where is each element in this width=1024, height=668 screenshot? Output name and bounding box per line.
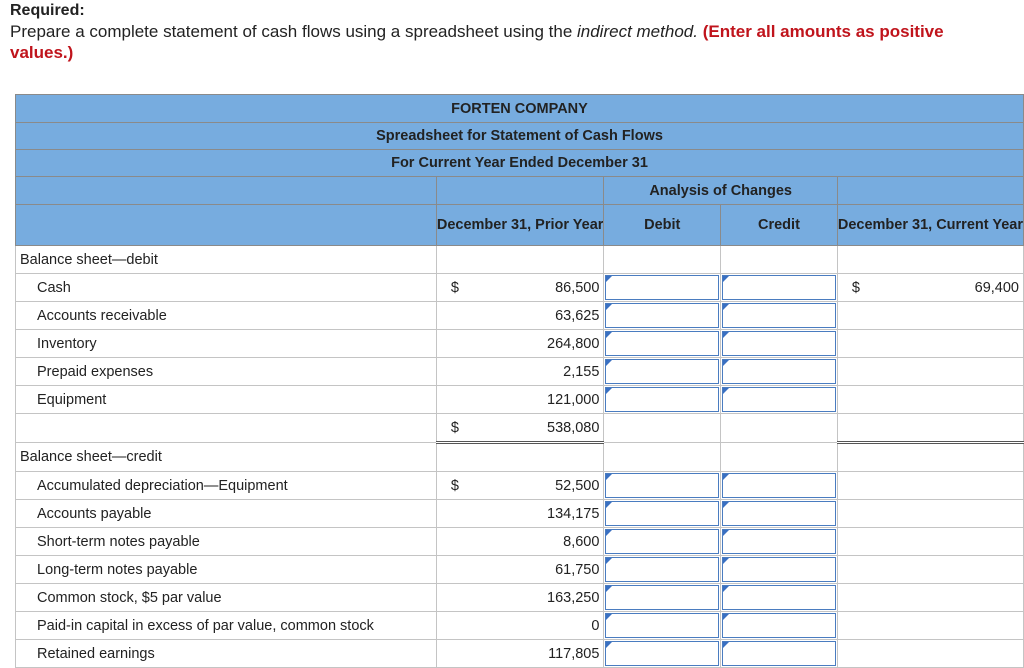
current-year-value bbox=[879, 330, 1024, 358]
blank-cell bbox=[721, 414, 838, 443]
prior-year-value: 117,805 bbox=[466, 640, 604, 668]
debit-cell bbox=[604, 302, 721, 330]
cash-flow-spreadsheet bbox=[15, 94, 1024, 668]
table-row bbox=[16, 584, 1024, 612]
table-row bbox=[16, 302, 1024, 330]
credit-section-row-label: Balance sheet—credit bbox=[16, 443, 437, 472]
debit-section-row bbox=[16, 246, 1024, 274]
debit-input[interactable] bbox=[605, 585, 719, 610]
required-heading: Required: bbox=[10, 2, 85, 19]
debit-section-row-label: Balance sheet—debit bbox=[16, 246, 437, 274]
credit-input[interactable] bbox=[722, 303, 836, 328]
credit-input[interactable] bbox=[722, 359, 836, 384]
account-label: Prepaid expenses bbox=[16, 358, 437, 386]
debit-cell bbox=[604, 556, 721, 584]
debit-cell bbox=[604, 528, 721, 556]
debit-cell bbox=[604, 274, 721, 302]
blank-cell bbox=[837, 640, 1023, 668]
debit-cell bbox=[604, 330, 721, 358]
credit-input[interactable] bbox=[722, 641, 836, 666]
dollar-sign bbox=[837, 330, 879, 358]
dollar-sign: $ bbox=[436, 414, 466, 443]
header-blank bbox=[16, 177, 437, 205]
prior-year-value: 63,625 bbox=[466, 302, 604, 330]
spreadsheet-title: Spreadsheet for Statement of Cash Flows bbox=[16, 123, 1024, 150]
current-year-value bbox=[879, 358, 1024, 386]
account-label: Short-term notes payable bbox=[16, 528, 437, 556]
account-label: Retained earnings bbox=[16, 640, 437, 668]
prior-year-value: 8,600 bbox=[466, 528, 604, 556]
account-label: Accumulated depreciation—Equipment bbox=[16, 472, 437, 500]
account-label: Inventory bbox=[16, 330, 437, 358]
blank-cell bbox=[721, 443, 838, 472]
credit-cell bbox=[721, 500, 838, 528]
prior-year-value: 2,155 bbox=[466, 358, 604, 386]
credit-cell bbox=[721, 472, 838, 500]
blank-cell bbox=[837, 472, 1023, 500]
analysis-of-changes-header: Analysis of Changes bbox=[604, 177, 837, 205]
debit-input[interactable] bbox=[605, 529, 719, 554]
credit-input[interactable] bbox=[722, 613, 836, 638]
blank-cell bbox=[837, 443, 1023, 472]
blank-cell bbox=[604, 443, 721, 472]
dollar-sign bbox=[436, 528, 466, 556]
prior-year-value: 52,500 bbox=[466, 472, 604, 500]
debit-input[interactable] bbox=[605, 387, 719, 412]
table-row bbox=[16, 330, 1024, 358]
table-row bbox=[16, 640, 1024, 668]
prior-year-value: 163,250 bbox=[466, 584, 604, 612]
credit-input[interactable] bbox=[722, 557, 836, 582]
blank-cell bbox=[721, 246, 838, 274]
dollar-sign bbox=[436, 556, 466, 584]
account-label: Common stock, $5 par value bbox=[16, 584, 437, 612]
blank-cell bbox=[837, 500, 1023, 528]
table-row bbox=[16, 274, 1024, 302]
dollar-sign bbox=[436, 500, 466, 528]
debit-cell bbox=[604, 584, 721, 612]
account-label: Long-term notes payable bbox=[16, 556, 437, 584]
prior-year-value: 0 bbox=[466, 612, 604, 640]
debit-input[interactable] bbox=[605, 303, 719, 328]
table-row bbox=[16, 556, 1024, 584]
blank-cell bbox=[837, 528, 1023, 556]
debit-cell bbox=[604, 612, 721, 640]
account-label: Paid-in capital in excess of par value, common stock bbox=[16, 612, 437, 640]
credit-input[interactable] bbox=[722, 529, 836, 554]
blank-cell bbox=[436, 246, 604, 274]
credit-input[interactable] bbox=[722, 331, 836, 356]
blank-cell bbox=[837, 612, 1023, 640]
debit-cell bbox=[604, 386, 721, 414]
current-year-value: 69,400 bbox=[879, 274, 1024, 302]
dollar-sign bbox=[436, 584, 466, 612]
debit-cell bbox=[604, 358, 721, 386]
instruction-text: Prepare a complete statement of cash flows using a spreadsheet using the bbox=[10, 22, 577, 41]
credit-cell bbox=[721, 330, 838, 358]
account-label: Accounts payable bbox=[16, 500, 437, 528]
credit-cell bbox=[721, 386, 838, 414]
dollar-sign: $ bbox=[837, 274, 879, 302]
company-name: FORTEN COMPANY bbox=[16, 95, 1024, 123]
debit-input[interactable] bbox=[605, 641, 719, 666]
debit-input[interactable] bbox=[605, 557, 719, 582]
credit-cell bbox=[721, 556, 838, 584]
prior-year-value: 121,000 bbox=[466, 386, 604, 414]
dollar-sign bbox=[837, 358, 879, 386]
credit-input[interactable] bbox=[722, 387, 836, 412]
dollar-sign bbox=[837, 386, 879, 414]
prior-year-value: 61,750 bbox=[466, 556, 604, 584]
credit-cell bbox=[721, 302, 838, 330]
prior-year-value: 134,175 bbox=[466, 500, 604, 528]
credit-cell bbox=[721, 358, 838, 386]
debit-cell bbox=[604, 500, 721, 528]
table-row bbox=[16, 358, 1024, 386]
dollar-sign bbox=[436, 640, 466, 668]
dollar-sign bbox=[436, 330, 466, 358]
dollar-sign bbox=[436, 386, 466, 414]
blank-cell bbox=[837, 246, 1023, 274]
debit-cell bbox=[604, 640, 721, 668]
credit-cell bbox=[721, 640, 838, 668]
blank-cell bbox=[436, 443, 604, 472]
debit-header: Debit bbox=[604, 205, 721, 246]
blank-cell bbox=[604, 414, 721, 443]
current-year-value bbox=[879, 302, 1024, 330]
credit-input[interactable] bbox=[722, 473, 836, 498]
debit-input[interactable] bbox=[605, 613, 719, 638]
table-row bbox=[16, 386, 1024, 414]
header-blank bbox=[16, 205, 437, 246]
instructions bbox=[10, 21, 1010, 63]
account-label: Accounts receivable bbox=[16, 302, 437, 330]
blank-cell bbox=[604, 246, 721, 274]
account-label: Cash bbox=[16, 274, 437, 302]
prior-year-value: 264,800 bbox=[466, 330, 604, 358]
credit-cell bbox=[721, 612, 838, 640]
table-row bbox=[16, 472, 1024, 500]
credit-cell bbox=[721, 584, 838, 612]
period-label: For Current Year Ended December 31 bbox=[16, 150, 1024, 177]
instruction-note: (Enter all amounts as positive values.) bbox=[10, 22, 944, 62]
dollar-sign: $ bbox=[436, 274, 466, 302]
credit-section-row bbox=[16, 443, 1024, 472]
credit-input[interactable] bbox=[722, 501, 836, 526]
credit-input[interactable] bbox=[722, 275, 836, 300]
header-blank bbox=[837, 177, 1023, 205]
debit-input[interactable] bbox=[605, 473, 719, 498]
credit-cell bbox=[721, 274, 838, 302]
prior-year-header: December 31, Prior Year bbox=[436, 205, 604, 246]
dollar-sign bbox=[436, 612, 466, 640]
blank-cell bbox=[837, 584, 1023, 612]
instruction-italic: indirect method. bbox=[577, 22, 698, 41]
prior-year-value: 86,500 bbox=[466, 274, 604, 302]
debit-input[interactable] bbox=[605, 275, 719, 300]
blank-cell bbox=[16, 414, 437, 443]
debit-cell bbox=[604, 472, 721, 500]
account-label: Equipment bbox=[16, 386, 437, 414]
table-row bbox=[16, 500, 1024, 528]
dollar-sign bbox=[436, 302, 466, 330]
dollar-sign: $ bbox=[436, 472, 466, 500]
debit-input[interactable] bbox=[605, 331, 719, 356]
debit-total-row bbox=[16, 414, 1024, 443]
header-blank bbox=[436, 177, 604, 205]
debit-input[interactable] bbox=[605, 359, 719, 384]
prior-year-total: 538,080 bbox=[466, 414, 604, 443]
blank-cell bbox=[837, 556, 1023, 584]
current-year-value bbox=[879, 386, 1024, 414]
table-row bbox=[16, 528, 1024, 556]
current-year-header: December 31, Current Year bbox=[837, 205, 1023, 246]
credit-header: Credit bbox=[721, 205, 838, 246]
dollar-sign bbox=[837, 302, 879, 330]
current-year-total bbox=[837, 414, 1023, 443]
credit-cell bbox=[721, 528, 838, 556]
table-row bbox=[16, 612, 1024, 640]
dollar-sign bbox=[436, 358, 466, 386]
credit-input[interactable] bbox=[722, 585, 836, 610]
debit-input[interactable] bbox=[605, 501, 719, 526]
